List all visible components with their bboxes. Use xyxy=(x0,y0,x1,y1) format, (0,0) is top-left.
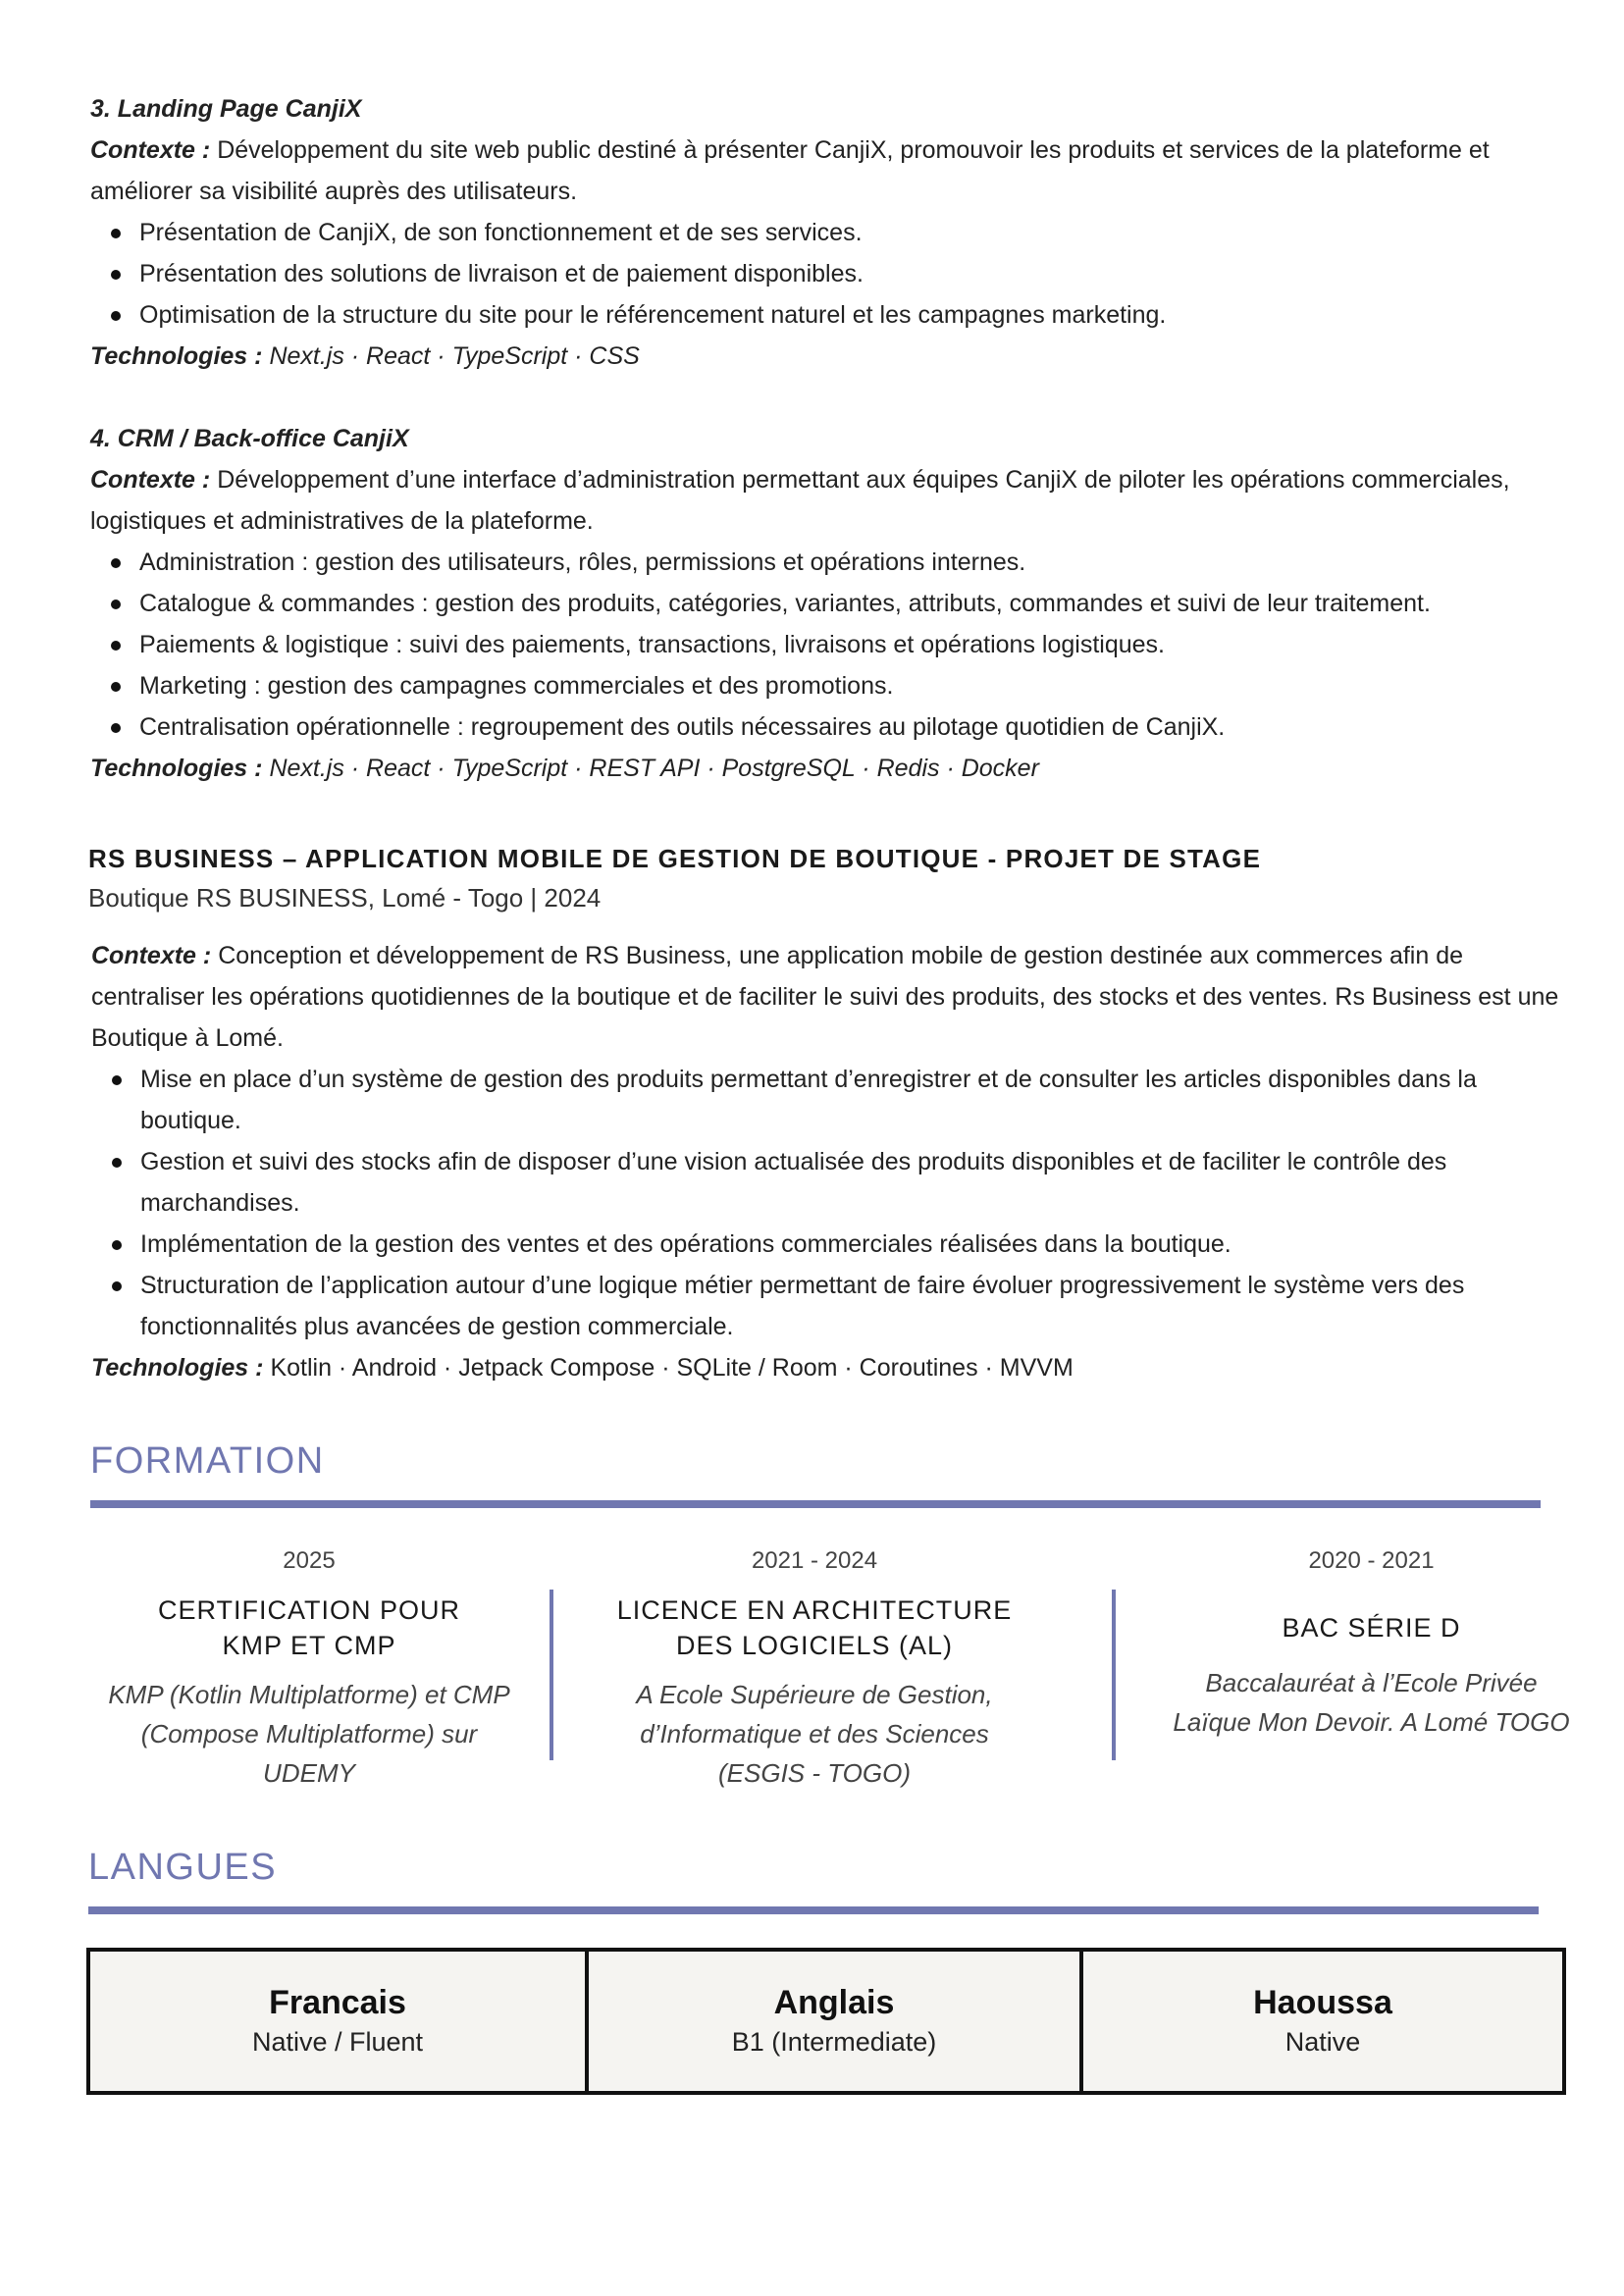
degree-line: CERTIFICATION POUR xyxy=(157,1595,460,1625)
formation-degree xyxy=(574,1592,1055,1663)
formation-year: 2025 xyxy=(283,1547,336,1574)
formation-year: 2020 - 2021 xyxy=(1308,1547,1435,1574)
list-item: Marketing : gestion des campagnes commerciales et des promotions. xyxy=(139,665,1572,706)
degree-line: KMP ET CMP xyxy=(222,1631,396,1660)
description-line: (Compose Multiplatforme) sur xyxy=(140,1719,478,1748)
language-cell xyxy=(1079,1952,1562,2091)
project-bullets xyxy=(90,542,1572,748)
project-context xyxy=(90,130,1572,212)
project-crm-backoffice xyxy=(90,418,1572,789)
list-item: Centralisation opérationnelle : regroupement des outils nécessaires au pilotage quotidien de CanjiX. xyxy=(139,706,1572,748)
formation-separator xyxy=(1112,1590,1116,1760)
description-line: UDEMY xyxy=(263,1758,355,1788)
experience-technologies xyxy=(91,1347,1575,1388)
formation-item xyxy=(79,1545,540,1793)
list-item: Administration : gestion des utilisateurs, rôles, permissions et opérations internes. xyxy=(139,542,1572,583)
degree-line: LICENCE EN ARCHITECTURE xyxy=(616,1595,1013,1625)
list-item: Gestion et suivi des stocks afin de disposer d’une vision actualisée des produits disponibles et de faciliter le contrôle des marchandises. xyxy=(140,1141,1575,1224)
project-context xyxy=(90,459,1572,542)
technologies-label: Technologies : xyxy=(90,755,263,782)
project-technologies xyxy=(90,336,1572,377)
language-cell xyxy=(90,1952,585,2091)
context-label: Contexte : xyxy=(91,942,212,969)
technologies-label: Technologies : xyxy=(90,342,263,370)
list-item: Catalogue & commandes : gestion des produits, catégories, variantes, attributs, commandes et suivi de leur traitement. xyxy=(139,583,1572,624)
list-item: Mise en place d’un système de gestion des produits permettant d’enregistrer et de consulter les articles disponibles dans la boutique. xyxy=(140,1059,1575,1141)
technologies-text: Kotlin · Android · Jetpack Compose · SQLite / Room · Coroutines · MVVM xyxy=(270,1354,1074,1382)
description-line: d’Informatique et des Sciences xyxy=(640,1719,989,1748)
formation-item xyxy=(574,1545,1055,1793)
description-line: A Ecole Supérieure de Gestion, xyxy=(636,1680,993,1709)
formation-description xyxy=(79,1675,540,1793)
description-line: KMP (Kotlin Multiplatforme) et CMP xyxy=(108,1680,510,1709)
context-label: Contexte : xyxy=(90,466,211,494)
experience-title: RS BUSINESS – APPLICATION MOBILE DE GESTION DE BOUTIQUE - PROJET DE STAGE xyxy=(88,844,1262,873)
experience-bullets xyxy=(91,1059,1575,1347)
formation-year: 2021 - 2024 xyxy=(751,1547,878,1574)
technologies-text: Next.js · React · TypeScript · CSS xyxy=(269,342,640,370)
degree-line: BAC SÉRIE D xyxy=(1282,1613,1461,1643)
experience-context xyxy=(91,935,1575,1059)
language-level: B1 (Intermediate) xyxy=(731,2027,937,2057)
project-title: 4. CRM / Back-office CanjiX xyxy=(90,425,409,452)
languages-table xyxy=(86,1948,1566,2095)
formation-heading: FORMATION xyxy=(90,1440,325,1482)
formation-degree xyxy=(79,1592,540,1663)
langues-rule xyxy=(88,1906,1539,1914)
project-technologies xyxy=(90,748,1572,789)
formation-description xyxy=(574,1675,1055,1793)
language-name: Haoussa xyxy=(1253,1984,1392,2021)
project-landing-page xyxy=(90,88,1572,377)
formation-description xyxy=(1138,1663,1604,1742)
list-item: Structuration de l’application autour d’une logique métier permettant de faire évoluer progressivement le système vers des fonctionnalités plus avancées de gestion commerciale. xyxy=(140,1265,1575,1347)
degree-line: DES LOGICIELS (AL) xyxy=(675,1631,954,1660)
description-line: (ESGIS - TOGO) xyxy=(718,1758,911,1788)
formation-item xyxy=(1138,1545,1604,1742)
formation-separator xyxy=(550,1590,553,1760)
language-name: Anglais xyxy=(773,1984,895,2021)
technologies-label: Technologies : xyxy=(91,1354,264,1382)
list-item: Optimisation de la structure du site pour le référencement naturel et les campagnes marketing. xyxy=(139,294,1572,336)
formation-degree xyxy=(1138,1610,1604,1645)
list-item: Présentation des solutions de livraison et de paiement disponibles. xyxy=(139,253,1572,294)
technologies-text: Next.js · React · TypeScript · REST API · PostgreSQL · Redis · Docker xyxy=(269,755,1039,782)
language-level: Native xyxy=(1284,2027,1361,2057)
experience-body xyxy=(91,935,1575,1388)
experience-subtitle: Boutique RS BUSINESS, Lomé - Togo | 2024 xyxy=(88,883,602,913)
description-line: Baccalauréat à l’Ecole Privée xyxy=(1205,1668,1538,1697)
list-item: Implémentation de la gestion des ventes et des opérations commerciales réalisées dans la boutique. xyxy=(140,1224,1575,1265)
project-title: 3. Landing Page CanjiX xyxy=(90,95,362,123)
language-level: Native / Fluent xyxy=(251,2027,424,2057)
list-item: Présentation de CanjiX, de son fonctionnement et de ses services. xyxy=(139,212,1572,253)
langues-heading: LANGUES xyxy=(88,1847,278,1888)
description-line: Laïque Mon Devoir. A Lomé TOGO xyxy=(1173,1707,1570,1737)
language-cell xyxy=(585,1952,1079,2091)
context-label: Contexte : xyxy=(90,136,211,164)
context-text: Conception et développement de RS Business, une application mobile de gestion destinée aux commerces afin de centraliser les opérations quotidiennes de la boutique et de faciliter le suivi des produits, des stocks et des ventes. Rs Business est une Boutique à Lomé. xyxy=(91,942,1559,1052)
context-text: Développement du site web public destiné à présenter CanjiX, promouvoir les produits et services de la plateforme et améliorer sa visibilité auprès des utilisateurs. xyxy=(90,136,1490,205)
language-name: Francais xyxy=(269,1984,406,2021)
context-text: Développement d’une interface d’administration permettant aux équipes CanjiX de piloter les opérations commerciales, logistiques et administratives de la plateforme. xyxy=(90,466,1510,535)
project-bullets xyxy=(90,212,1572,336)
formation-rule xyxy=(90,1500,1541,1508)
list-item: Paiements & logistique : suivi des paiements, transactions, livraisons et opérations logistiques. xyxy=(139,624,1572,665)
